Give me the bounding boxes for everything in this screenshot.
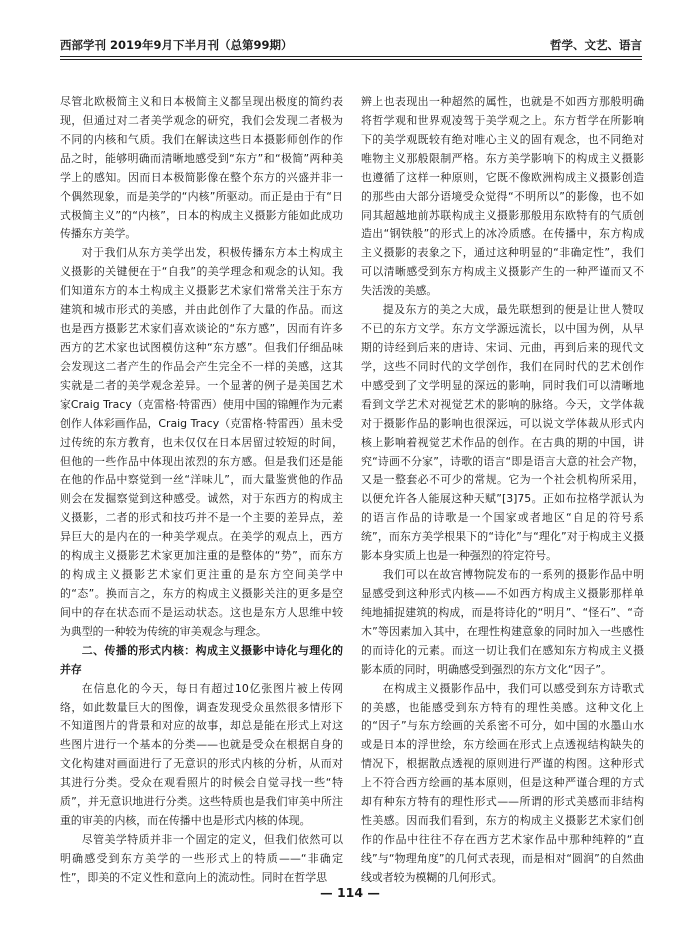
running-header [60, 33, 642, 55]
body-paragraph: 提及东方的美之大成，最先联想到的便是让世人赞叹不已的东方文学。东方文学源远流长，以中国为例，从早期的诗经到后来的唐诗、宋词、元曲，再到后来的现代文学，这些不同时代的文学创作，我们在同时代的艺术创作中感受到了文学明显的深远的影响，同时我们可以清晰地看到文学艺术对视觉艺术的影响的脉络。今天，文学体裁对于摄影作品的影响也很深远，可以说文学体裁从形式内核上影响着视觉艺术作品的创作。在古典的期的中国，讲究“诗画不分家”，诗歌的语言“即是语言大意的社会产物，又是一整套必不可少的常规。它为一个社会机构所采用，以便允许各人能展这种天赋”[3]75。正如布拉格学派认为的语言作品的诗歌是一个国家或者地区“自足的符号系统”，而东方美学根果下的“诗化”与“理化”对于构成主义摄影本身实质上也是一种强烈的符定符号。 [361, 303, 644, 563]
body-paragraph: 在构成主义摄影作品中，我们可以感受到东方诗歌式的美感，也能感受到东方特有的理性美感。这种文化上的“因子”与东方绘画的关系密不可分，如中国的水墨山水或是日本的浮世绘，东方绘画在形式上点透视结构缺失的情况下，根据散点透视的原则进行严谨的构图。这种形式上不符合西方绘画的基本原则，但是这种严谨合理的方式却有种东方特有的理性形式——所谓的形式美感而非结构性美感。因而我们看到，东方的构成主义摄影艺术家们创作的作品中往往不存在西方艺术家作品中那种纯粹的“直线”与“物理角度”的几何式表现，而是相对“圆润”的自然曲线或者较为模糊的几何形式。 [361, 681, 644, 884]
body-paragraph: 辨上也表现出一种超然的属性，也就是不如西方那般明确将哲学观和世界观凌驾于美学观之上。东方哲学在所影响下的美学观既较有绝对唯心主义的固有观念，也不同绝对唯物主义那般限制严格。东方美学影响下的构成主义摄影也遵循了这样一种原则，它既不像欧洲构成主义摄影创造的那些由大部分语境受众觉得“不明所以”的影像，也不如同其超越地前苏联构成主义摄影那般用东欧特有的气质创造出“钢铁般”的形式上的冰冷质感。在传播中，东方构成主义摄影的表象之下，通过这种明显的“非确定性”，我们可以清晰感受到东方构成主义摄影产生的一种严谨而又不失活泼的美感。 [361, 95, 644, 298]
page-number: — 114 — [320, 885, 380, 900]
body-paragraph: 在信息化的今天，每日有超过10亿张图片被上传网络，如此数量巨大的图像，调查发现受众虽然很多情形下不知道图片的背景和对应的故事，却总是能在形式上对这些图片进行一个基本的分类——也就是受众在根据自身的文化构建对画面进行了无意识的形式内核的分析，从而对其进行分类。受众在观看照片的时候会自觉寻找一些“特质”，并无意识地进行分类。这些特质也是我们审美中所注重的审美的内核，而在传播中也是形式内核的体现。 [60, 681, 343, 828]
header-rule-thin [60, 59, 642, 60]
left-column [60, 93, 343, 888]
body-paragraph: 尽管北欧极简主义和日本极简主义都呈现出极度的简约表现，但通过对二者美学观念的研究，我们会发现二者极为不同的内核和气质。我们在解读这些日本摄影师创作的作品之时，能够明确而清晰地感受到“东方”和“极简”两种美学上的感知。因而日本极简影像在整个东方的兴盛并非一个偶然现象，而是美学的“内核”所驱动。而正是由于有“日式极简主义”的“内核”，日本的构成主义摄影方能如此成功传播东方美学。 [60, 95, 343, 241]
right-column [361, 93, 644, 888]
body-paragraph: 对于我们从东方美学出发，积极传播东方本土构成主义摄影的关键便在于“自我”的美学理念和观念的认知。我们知道东方的本土构成主义摄影艺术家们常常关注于东方建筑和城市形式的美感，并由此创作了大量的作品。而这也是西方摄影艺术家们喜欢谈论的“东方感”，因而有许多西方的艺术家也试图模仿这种“东方感”。但我们仔细品味会发现这二者产生的作品会产生完全不一样的美感，这其实就是二者的美学观念差异。一个显著的例子是美国艺术家Craig Tracy（克雷格·特雷西）使用中国的锦鲤作为元素创作人体彩画作品，Craig Tracy（克雷格·特雷西）虽未受过传统的东方教育，也未仅仅在日本居留过较短的时间，但他的一些作品中体现出浓烈的东方感。但是我们还是能在他的作品中察觉到一丝“洋味儿”，而大量鉴赏他的作品则会在发掘察觉到这种感受。诚然，对于东西方的构成主义摄影，二者的形式和技巧并不是一个主要的差异点，差异巨大的是内在的一种美学观点。在美学的观点上，西方的构成主义摄影艺术家更加注重的是整体的“势”，而东方的构成主义摄影艺术家们更注重的是东方空间美学中的“态”。换而言之，东方的构成主义摄影关注的更多是空间中的存在状态而不是运动状态。这也是东方人思维中较为典型的一种较为传统的审美观念与理念。 [60, 246, 343, 638]
section-title: 哲学、文艺、语言 [550, 38, 642, 52]
journal-title: 西部学刊 2019年9月下半月刊（总第99期） [60, 38, 293, 52]
header-rule-thick [60, 56, 642, 57]
body-paragraph: 我们可以在故宫博物院发布的一系列的摄影作品中明显感受到这种形式内核——不如西方构成主义摄影那样单纯地捕捉建筑的构成，而是将诗化的“明月”、“怪石”、“奇木”等因素加入其中，在理性构建意象的同时加入一些感性的而诗化的元素。而这一切让我们在感知东方构成主义摄影本质的同时，明确感受到强烈的东方文化“因子”。 [361, 568, 644, 676]
body-paragraph: 尽管美学特质并非一个固定的定义，但我们依然可以明确感受到东方美学的一些形式上的特质——“非确定性”，即美的不定义性和意向上的流动性。同时在哲学思 [60, 832, 343, 884]
section-heading: 二、传播的形式内核：构成主义摄影中诗化与理化的并存 [60, 643, 343, 676]
